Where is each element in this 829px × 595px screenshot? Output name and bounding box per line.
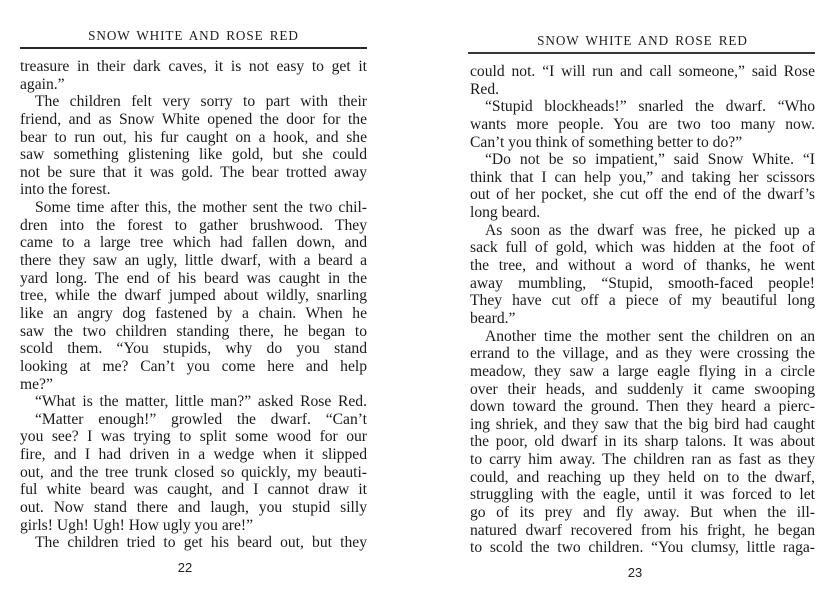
- text-line: into the forest.: [20, 181, 111, 199]
- text-line: down toward the ground. Then they heard a pierc-: [470, 398, 815, 416]
- text-line: out of her pocket, she cut off the end of the dwarf’s: [470, 186, 815, 204]
- text-line: the tree, and without a word of thanks, he went: [470, 257, 815, 275]
- text-line: meadow, they saw a large eagle flying in a circle: [470, 362, 815, 380]
- text-line: beard.”: [470, 309, 516, 327]
- text-line: go of its prey and fly away. But when the ill-: [470, 504, 815, 522]
- running-head: SNOW WHITE AND ROSE RED: [537, 33, 748, 48]
- text-line: could, and reaching up they held on to the dwarf,: [470, 468, 815, 486]
- text-line: “Stupid blockheads!” snarled the dwarf. “Who: [485, 98, 815, 116]
- text-line: “What is the matter, little man?” asked Rose Red.: [35, 393, 367, 411]
- text-line: saw something glistening like gold, but she could: [20, 146, 367, 164]
- text-line: out, and the tree trunk closed so quickly, my beauti-: [20, 463, 367, 481]
- text-line: think that I can help you,” and taking her scissors: [470, 168, 815, 186]
- body-text: [20, 58, 367, 552]
- text-line: treasure in their dark caves, it is not easy to get it: [20, 58, 367, 75]
- header-rule: [468, 52, 815, 54]
- text-line: bear to run out, his fur caught on a hook, and she: [20, 128, 367, 146]
- text-line: Some time after this, the mother sent the two chil-: [35, 199, 367, 217]
- text-line: to scold the two children. “You clumsy, little raga-: [470, 539, 815, 557]
- text-line: over their heads, and suddenly it came swooping: [470, 380, 815, 398]
- text-line: The children tried to get his beard out, but they: [35, 534, 367, 552]
- page-number: 23: [627, 565, 643, 580]
- text-line: “Do not be so impatient,” said Snow White. “I: [485, 151, 815, 169]
- right-page: [410, 0, 829, 595]
- text-line: not be sure that it was gold. The bear trotted away: [20, 163, 367, 181]
- text-line: wants more people. You are two too many now.: [470, 115, 815, 133]
- text-line: girls! Ugh! Ugh! How ugly you are!”: [20, 516, 253, 534]
- text-line: again.”: [20, 75, 65, 93]
- text-line: to carry him away. The children ran as fast as they: [470, 451, 815, 469]
- text-line: me?”: [20, 375, 53, 393]
- text-line: there they saw an ugly, little dwarf, with a beard a: [20, 252, 367, 270]
- page-number: 22: [177, 560, 193, 575]
- text-line: scold them. “You stupids, why do you stand: [20, 340, 367, 358]
- text-line: dren into the forest to gather brushwood. They: [20, 216, 367, 234]
- text-line: ful white beard was caught, and I cannot draw it: [20, 481, 367, 499]
- text-line: looking at me? Can’t you come here and help: [20, 357, 367, 375]
- header-rule: [20, 47, 367, 49]
- text-line: sack full of gold, which was hidden at the foot of: [470, 239, 815, 257]
- body-text: [470, 63, 815, 557]
- text-line: away mumbling, “Stupid, smooth-faced people!: [470, 274, 815, 292]
- text-line: the poor, old dwarf in its sharp talons. It was about: [470, 433, 815, 451]
- text-line: fire, and I had driven in a wedge when it slipped: [20, 446, 367, 464]
- running-head: SNOW WHITE AND ROSE RED: [88, 28, 299, 43]
- text-line: out. Now stand there and laugh, you stupid silly: [20, 499, 367, 517]
- text-line: Red.: [470, 80, 500, 98]
- text-line: tree, while the dwarf jumped about wildly, snarling: [20, 287, 367, 305]
- text-line: Another time the mother sent the children on an: [485, 327, 815, 345]
- text-line: errand to the village, and as they were crossing the: [470, 345, 815, 363]
- text-line: Can’t you think of something better to do?”: [470, 133, 743, 151]
- text-line: As soon as the dwarf was free, he picked up a: [485, 221, 815, 239]
- text-line: “Matter enough!” growled the dwarf. “Can’t: [35, 410, 367, 428]
- text-line: came to a large tree which had fallen down, and: [20, 234, 367, 252]
- text-line: could not. “I will run and call someone,” said Rose: [470, 63, 815, 80]
- text-line: struggling with the eagle, until it was forced to let: [470, 486, 815, 504]
- text-line: yard long. The end of his beard was caught in the: [20, 269, 367, 287]
- text-line: saw the two children standing there, he began to: [20, 322, 367, 340]
- text-line: you see? I was trying to split some wood for our: [20, 428, 367, 446]
- text-line: The children felt very sorry to part with their: [35, 93, 367, 111]
- text-line: They have cut off a piece of my beautiful long: [470, 292, 815, 310]
- text-line: ing shriek, and they saw that the big bird had caught: [470, 415, 815, 433]
- text-line: natured dwarf recovered from his fright, he began: [470, 521, 815, 539]
- text-line: friend, and as Snow White opened the door for the: [20, 110, 367, 128]
- text-line: long beard.: [470, 204, 541, 222]
- left-page: [0, 0, 410, 595]
- text-line: like an angry dog fastened by a chain. When he: [20, 304, 367, 322]
